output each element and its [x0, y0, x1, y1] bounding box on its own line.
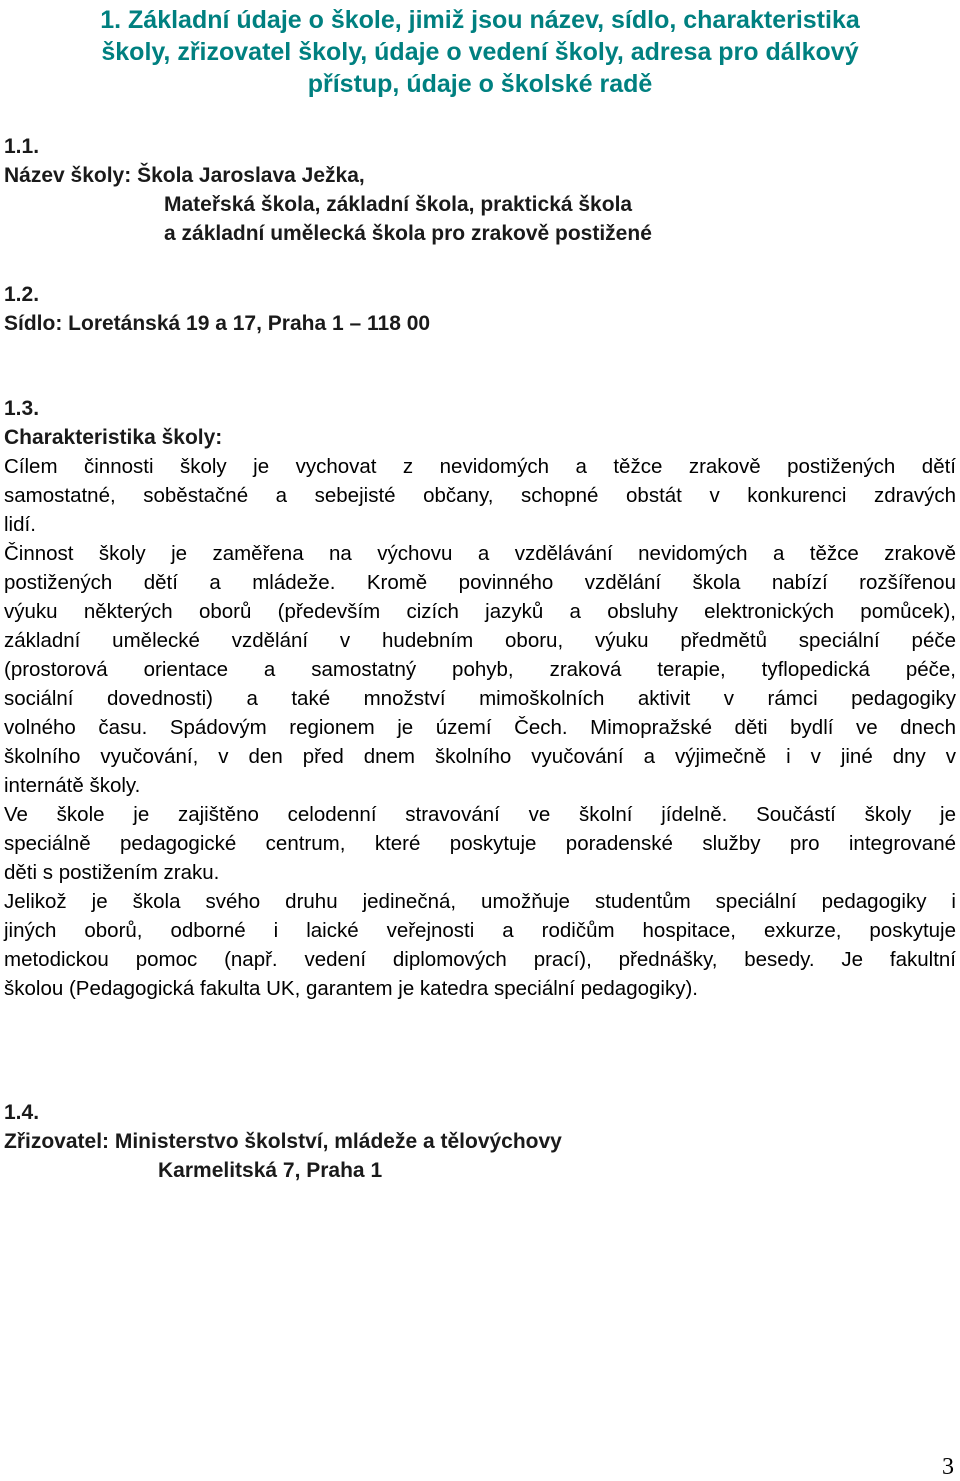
heading-line-2: školy, zřizovatel školy, údaje o vedení školy, adresa pro dálkový	[101, 38, 859, 66]
section-1-1	[4, 132, 956, 248]
paragraph-line: internátě školy.	[4, 774, 141, 797]
school-address: Sídlo: Loretánská 19 a 17, Praha 1 – 118 00	[4, 312, 431, 335]
paragraph-line: školou (Pedagogická fakulta UK, garantem je katedra speciální pedagogiky).	[4, 977, 698, 1000]
school-name-label: Název školy: Škola Jaroslava Ježka,	[4, 164, 365, 187]
paragraph-line: Jelikož je škola svého druhu jedinečná, umožňuje studentům speciální pedagogiky i	[4, 890, 956, 913]
section-number: 1.3.	[4, 397, 40, 420]
paragraph-line: postižených dětí a mládeže. Kromě povinného vzdělání škola nabízí rozšířenou	[4, 571, 956, 594]
page-number: 3	[942, 1454, 954, 1480]
section-number: 1.4.	[4, 1101, 40, 1124]
paragraph-goal	[4, 452, 956, 539]
characteristics-label: Charakteristika školy:	[4, 426, 223, 449]
paragraph-line: školního vyučování, v den před dnem školního vyučování a výjimečně i v jiné dny v	[4, 745, 956, 768]
section-number: 1.2.	[4, 283, 40, 306]
paragraph-line: volného času. Spádovým regionem je území Čech. Mimopražské děti bydlí ve dnech	[4, 716, 956, 739]
paragraph-line: Činnost školy je zaměřena na výchovu a vzdělávání nevidomých a těžce zrakově	[4, 542, 956, 565]
paragraph-line: Ve škole je zajištěno celodenní stravování ve školní jídelně. Součástí školy je	[4, 803, 956, 826]
paragraph-line: speciálně pedagogické centrum, které poskytuje poradenské služby pro integrované	[4, 832, 956, 855]
paragraph-line: Cílem činnosti školy je vychovat z nevidomých a těžce zrakově postižených dětí	[4, 455, 956, 478]
founder-name: Zřizovatel: Ministerstvo školství, mládeže a tělovýchovy	[4, 1130, 562, 1153]
section-1-4	[4, 1098, 956, 1185]
paragraph-line: děti s postižením zraku.	[4, 861, 220, 884]
school-name-line-2: Mateřská škola, základní škola, praktická škola	[164, 193, 633, 216]
school-name-line-3: a základní umělecká škola pro zrakově postižené	[164, 222, 652, 245]
paragraph-line: samostatné, soběstačné a sebejisté občany, schopné obstát v konkurenci zdravých	[4, 484, 956, 507]
paragraph-line: lidí.	[4, 513, 36, 536]
paragraph-line: jiných oborů, odborné i laické veřejnosti a rodičům hospitace, exkurze, poskytuje	[4, 919, 956, 942]
paragraph-line: (prostorová orientace a samostatný pohyb, zraková terapie, tyflopedická péče,	[4, 658, 956, 681]
section-1-3	[4, 394, 956, 1003]
section-1-2	[4, 280, 956, 338]
section-number: 1.1.	[4, 135, 40, 158]
founder-address: Karmelitská 7, Praha 1	[158, 1159, 383, 1182]
paragraph-line: základní umělecké vzdělání v hudebním oboru, výuku předmětů speciální péče	[4, 629, 956, 652]
paragraph-line: výuku některých oborů (především cizích jazyků a obsluhy elektronických pomůcek),	[4, 600, 956, 623]
heading-line-1: 1. Základní údaje o škole, jimiž jsou název, sídlo, charakteristika	[100, 6, 860, 34]
paragraph-activity	[4, 539, 956, 800]
paragraph-canteen	[4, 800, 956, 887]
paragraph-line: metodickou pomoc (např. vedení diplomových prací), přednášky, besedy. Je fakultní	[4, 948, 956, 971]
paragraph-uniqueness	[4, 887, 956, 1003]
paragraph-line: sociální dovednosti) a také množství mimoškolních aktivit v rámci pedagogiky	[4, 687, 956, 710]
heading-line-3: přístup, údaje o školské radě	[307, 70, 653, 98]
section-heading	[0, 4, 960, 100]
